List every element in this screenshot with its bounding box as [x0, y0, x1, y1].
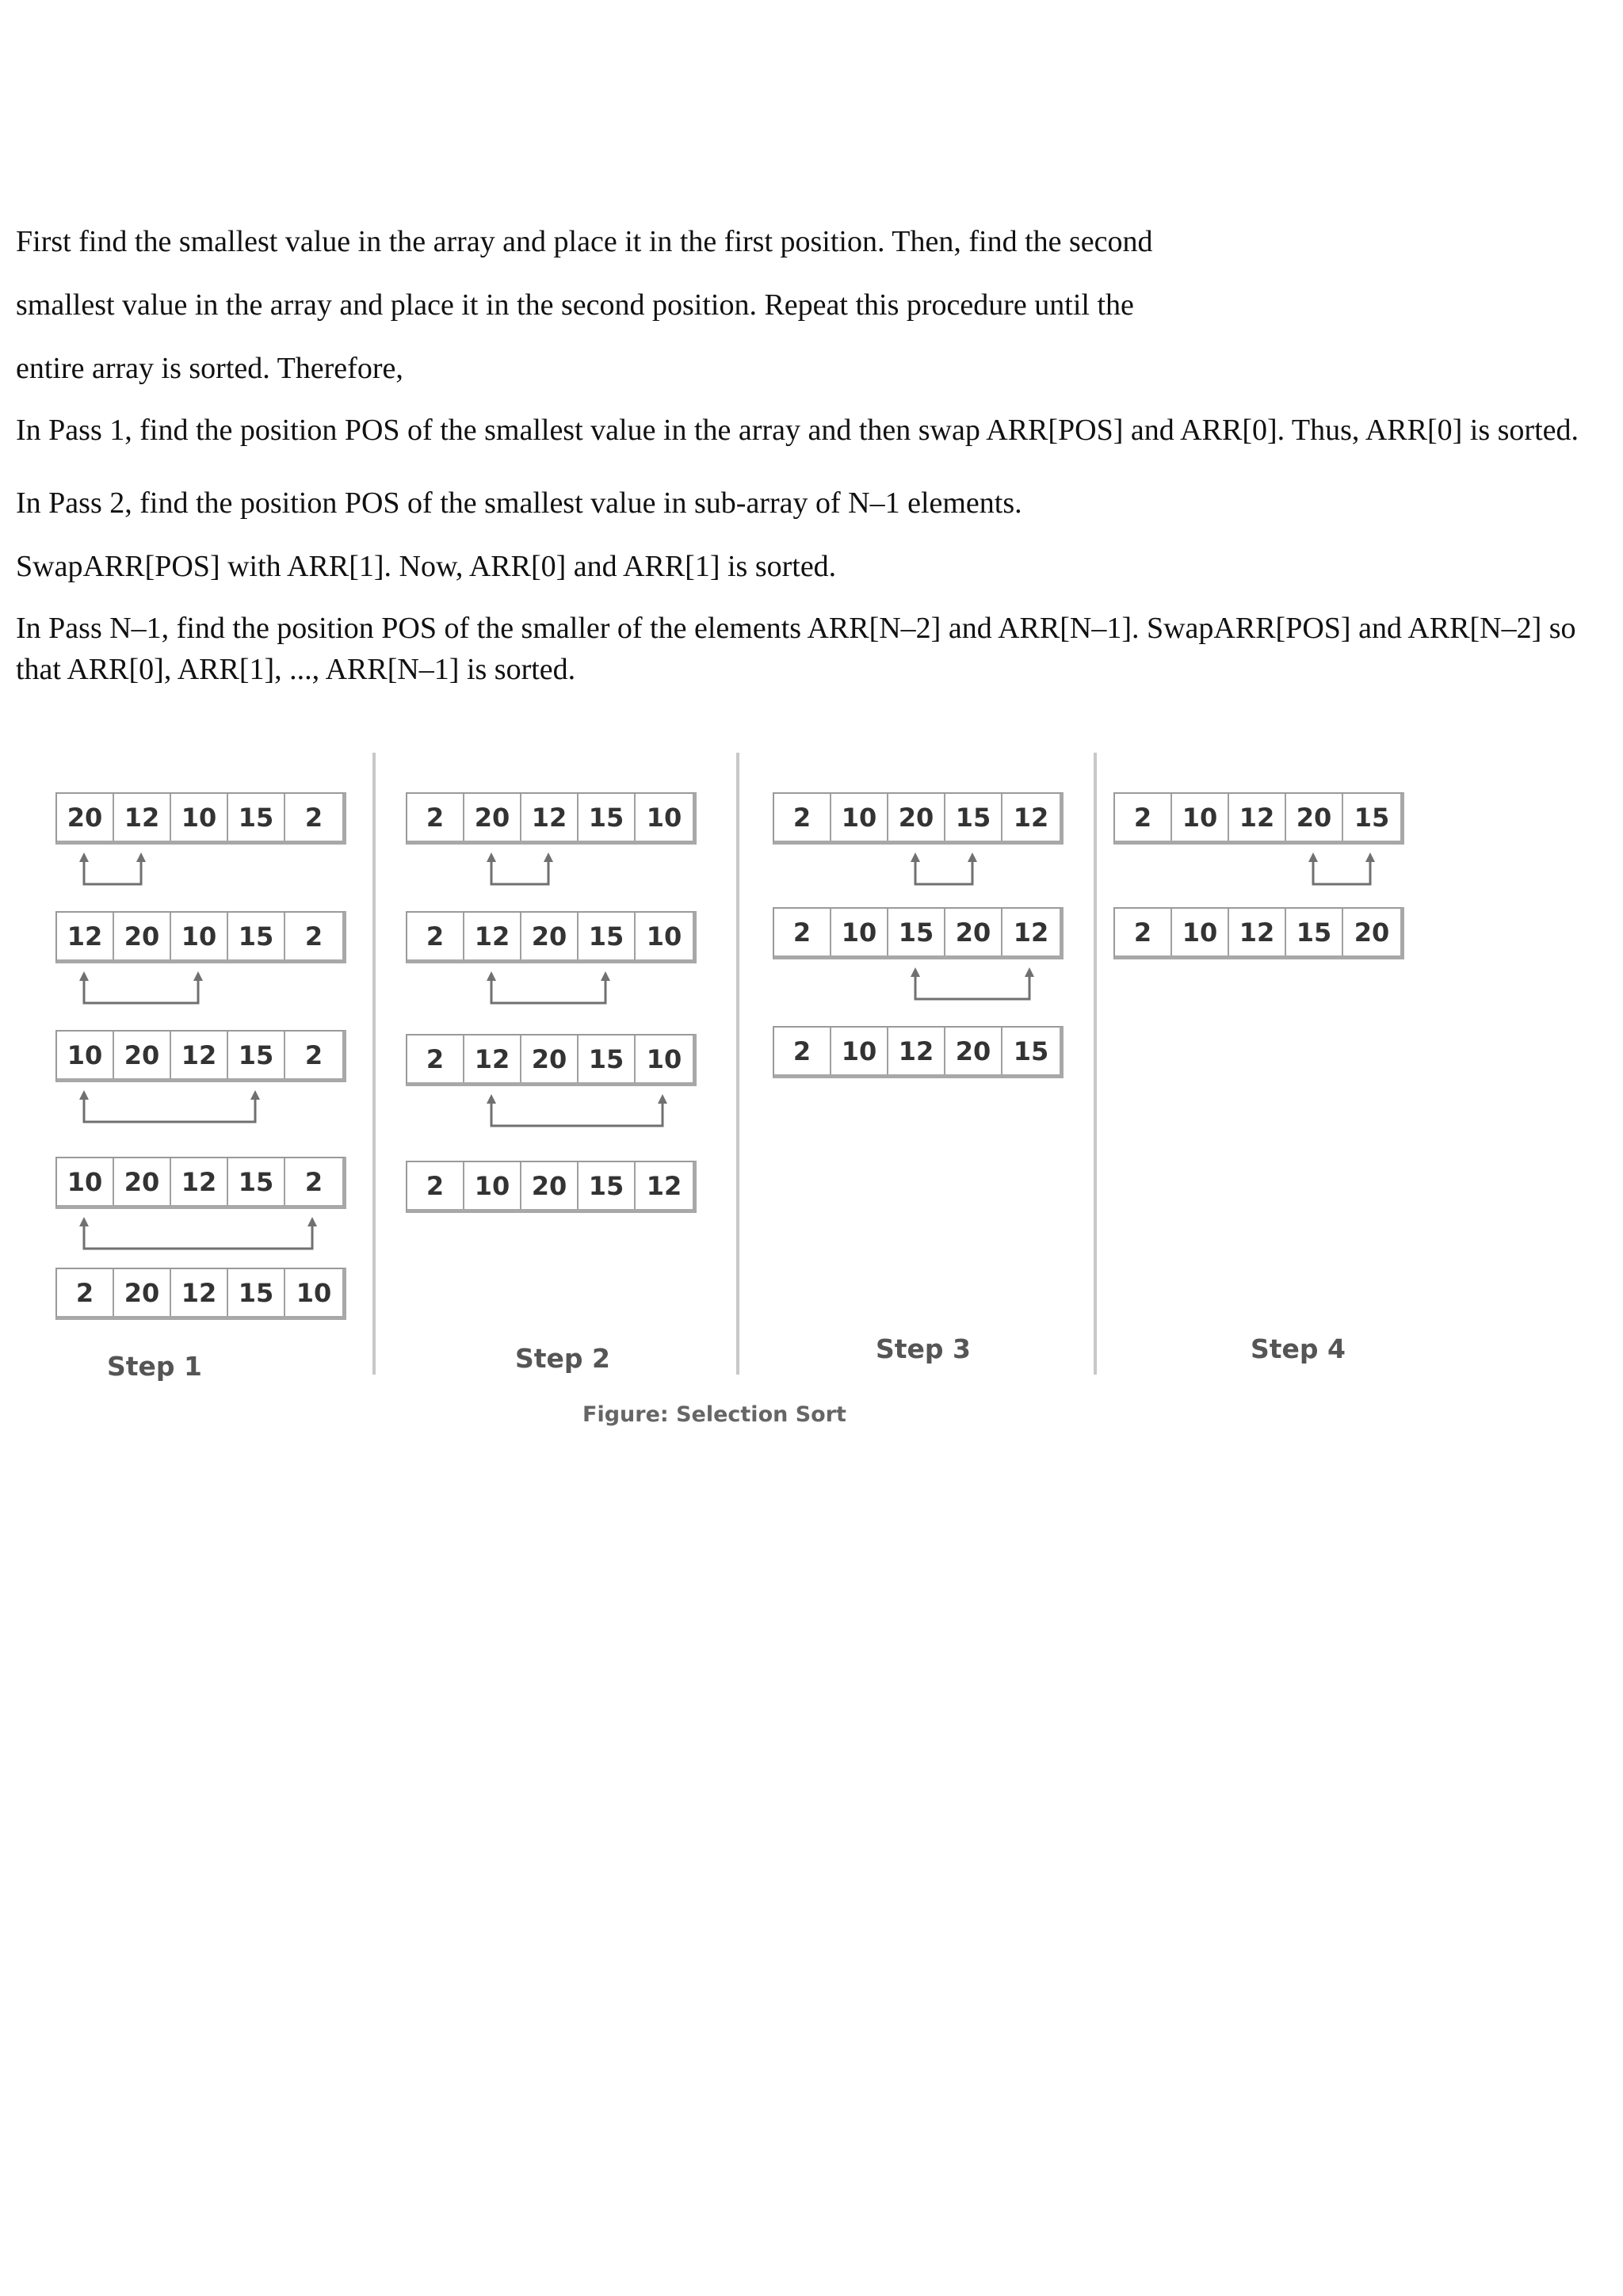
array-cell: 20 — [945, 909, 1002, 955]
array-row — [773, 792, 1064, 845]
array-cell: 12 — [888, 1028, 945, 1074]
array-row — [773, 1026, 1064, 1078]
array-cell: 20 — [945, 1028, 1002, 1074]
array-cell: 10 — [171, 913, 228, 959]
array-cell: 12 — [1229, 794, 1286, 841]
array-cell: 12 — [646, 1170, 682, 1201]
array-cell: 2 — [304, 1166, 323, 1197]
array-cell: 20 — [114, 1032, 171, 1078]
array-cell: 12 — [171, 1269, 228, 1316]
array-cell: 12 — [57, 913, 114, 959]
array-cell: 15 — [888, 909, 945, 955]
array-cell: 15 — [1286, 909, 1343, 955]
paragraph-swap: SwapARR[POS] with ARR[1]. Now, ARR[0] and ARR[1] is sorted. — [16, 550, 837, 583]
array-cell: 20 — [114, 1158, 171, 1205]
paragraph-pass-n: In Pass N–1, find the position POS of the smaller of the elements ARR[N–2] and ARR[N–1]. SwapARR[POS] and ARR[N–2] so that ARR[0], ARR[1], ..., ARR[N–1] is sorted. — [16, 612, 1576, 686]
array-cell: 15 — [228, 1269, 285, 1316]
array-cell: 20 — [521, 913, 579, 959]
array-row — [406, 1161, 697, 1213]
array-cell: 2 — [304, 802, 323, 833]
array-cell: 20 — [1286, 794, 1343, 841]
column-divider — [372, 753, 376, 1375]
array-cell: 2 — [774, 909, 831, 955]
step-label-3: Step 3 — [876, 1333, 971, 1364]
array-cell: 12 — [464, 1035, 521, 1082]
array-row — [406, 792, 697, 845]
array-cell: 10 — [296, 1277, 332, 1308]
array-cell: 12 — [1013, 802, 1049, 833]
array-box — [55, 1157, 346, 1209]
array-box — [773, 1026, 1064, 1078]
swap-arrow-icon — [55, 1090, 341, 1130]
array-row — [55, 1157, 346, 1209]
swap-arrow-icon — [55, 971, 341, 1011]
swap-arrow-icon — [1113, 852, 1399, 892]
array-cell: 10 — [1172, 909, 1229, 955]
array-cell: 20 — [57, 794, 114, 841]
array-cell: 12 — [1229, 909, 1286, 955]
array-cell: 2 — [407, 1035, 464, 1082]
array-row — [406, 1034, 697, 1086]
array-cell: 10 — [831, 794, 888, 841]
array-cell: 20 — [1354, 917, 1390, 948]
array-cell: 2 — [407, 1162, 464, 1209]
array-box — [773, 792, 1064, 845]
swap-arrow-icon — [55, 1217, 341, 1257]
array-box — [55, 1030, 346, 1082]
array-box — [406, 792, 697, 845]
array-cell: 20 — [464, 794, 521, 841]
array-cell: 15 — [228, 913, 285, 959]
array-cell: 2 — [407, 913, 464, 959]
array-cell: 15 — [1013, 1035, 1049, 1066]
body-text — [16, 210, 1609, 711]
array-cell: 10 — [646, 1043, 682, 1074]
column-divider — [736, 753, 739, 1375]
array-cell: 15 — [1354, 802, 1390, 833]
array-cell: 15 — [228, 1032, 285, 1078]
array-cell: 10 — [57, 1158, 114, 1205]
array-cell: 12 — [171, 1158, 228, 1205]
array-row — [55, 792, 346, 845]
array-cell: 15 — [579, 913, 636, 959]
array-cell: 10 — [1172, 794, 1229, 841]
array-cell: 15 — [579, 1162, 636, 1209]
array-cell: 10 — [831, 909, 888, 955]
array-row — [1113, 907, 1404, 959]
swap-arrow-icon — [406, 1094, 691, 1134]
array-cell: 20 — [521, 1162, 579, 1209]
array-cell: 12 — [521, 794, 579, 841]
array-row — [1113, 792, 1404, 845]
array-cell: 15 — [945, 794, 1002, 841]
array-cell: 12 — [464, 913, 521, 959]
step-label-4: Step 4 — [1251, 1333, 1346, 1364]
array-row — [55, 1268, 346, 1320]
array-cell: 2 — [1115, 794, 1172, 841]
array-box — [55, 911, 346, 963]
array-cell: 10 — [646, 921, 682, 952]
array-cell: 20 — [114, 1269, 171, 1316]
array-row — [55, 911, 346, 963]
paragraph-pass-2: In Pass 2, find the position POS of the smallest value in sub-array of N–1 elements. — [16, 486, 1022, 520]
swap-arrow-icon — [406, 852, 691, 892]
step-label-1: Step 1 — [107, 1351, 202, 1382]
array-cell: 20 — [888, 794, 945, 841]
array-cell: 2 — [57, 1269, 114, 1316]
array-cell: 20 — [114, 913, 171, 959]
array-cell: 12 — [171, 1032, 228, 1078]
array-row — [55, 1030, 346, 1082]
paragraph-pass-1: In Pass 1, find the position POS of the smallest value in the array and then swap ARR[POS] and ARR[0]. Thus, ARR[0] is sorted. — [16, 414, 1579, 447]
array-cell: 10 — [171, 794, 228, 841]
array-cell: 15 — [579, 794, 636, 841]
array-cell: 10 — [57, 1032, 114, 1078]
paragraph-intro-line-2: smallest value in the array and place it in the second position. Repeat this procedure until the — [16, 288, 1134, 322]
figure-caption: Figure: Selection Sort — [582, 1402, 846, 1427]
array-box — [406, 1161, 697, 1213]
paragraph-intro-line-1: First find the smallest value in the array and place it in the first position. Then, find the second — [16, 225, 1153, 258]
array-cell: 2 — [407, 794, 464, 841]
swap-arrow-icon — [773, 852, 1058, 892]
array-cell: 10 — [646, 802, 682, 833]
array-cell: 2 — [1115, 909, 1172, 955]
array-row — [406, 911, 697, 963]
array-cell: 2 — [304, 1039, 323, 1070]
array-box — [1113, 792, 1404, 845]
step-label-2: Step 2 — [515, 1343, 610, 1374]
array-cell: 15 — [228, 1158, 285, 1205]
array-box — [55, 1268, 346, 1320]
swap-arrow-icon — [55, 852, 341, 892]
array-cell: 10 — [464, 1162, 521, 1209]
array-box — [55, 792, 346, 845]
array-cell: 15 — [228, 794, 285, 841]
column-divider — [1094, 753, 1097, 1375]
swap-arrow-icon — [406, 971, 691, 1011]
selection-sort-figure — [0, 753, 1623, 1466]
array-cell: 12 — [1013, 917, 1049, 948]
array-cell: 10 — [831, 1028, 888, 1074]
array-box — [1113, 907, 1404, 959]
array-cell: 2 — [774, 1028, 831, 1074]
array-cell: 20 — [521, 1035, 579, 1082]
array-cell: 2 — [304, 921, 323, 952]
paragraph-intro-line-3: entire array is sorted. Therefore, — [16, 352, 403, 385]
array-cell: 15 — [579, 1035, 636, 1082]
array-box — [406, 911, 697, 963]
swap-arrow-icon — [773, 967, 1058, 1007]
array-box — [773, 907, 1064, 959]
array-row — [773, 907, 1064, 959]
array-cell: 2 — [774, 794, 831, 841]
array-box — [406, 1034, 697, 1086]
array-cell: 12 — [114, 794, 171, 841]
